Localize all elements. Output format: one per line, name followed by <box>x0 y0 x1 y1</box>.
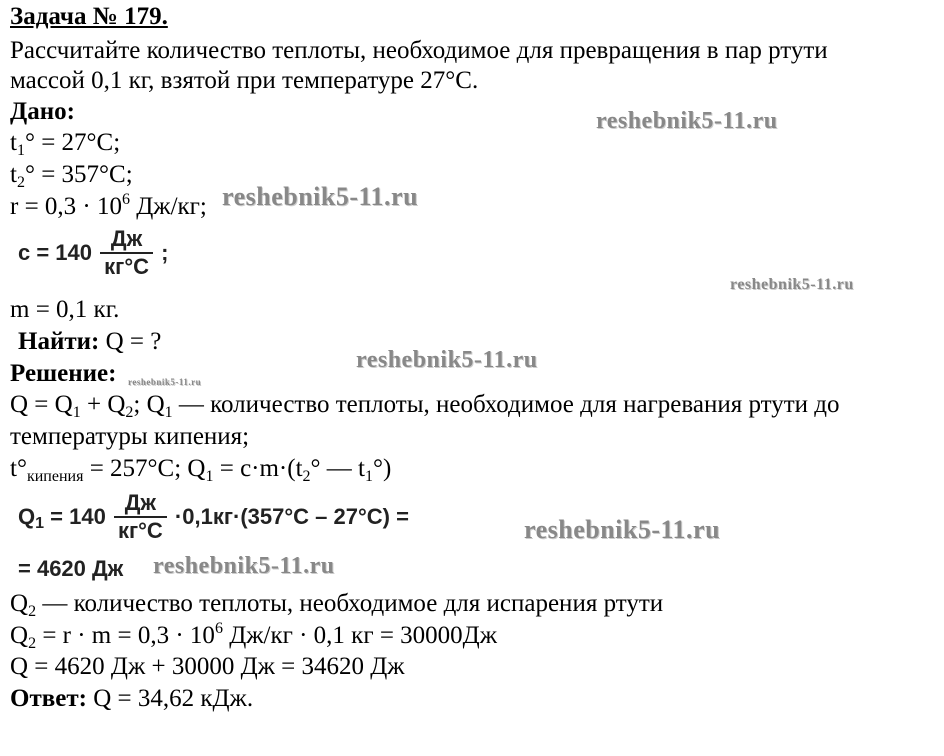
solution-line-3: $t^\circ_{кипения} = 257^\circ C$; $Q_1 = c\cdot m\cdot(t_2^\circ$ — $t_1^\circ$) <box>10 455 392 485</box>
answer-line <box>10 684 253 714</box>
watermark: reshebnik5-11.ru <box>596 108 778 134</box>
problem-text-line-1: Рассчитайте количество теплоты, необходимое для превращения в пар ртути <box>10 37 828 64</box>
given-m: m = 0,1 кг. <box>10 296 120 323</box>
solution-line-4: $Q_2$ — количество теплоты, необходимое для испарения ртути <box>10 590 664 620</box>
given-t1: $t_1^\circ = 27^\circ C$; <box>10 129 121 159</box>
find-heading: Найти: <box>18 328 100 355</box>
watermark: reshebnik5-11.ru <box>222 182 419 211</box>
q1-formula: $Q_1 = 140$ $\frac{Дж}{кг^\circ С}$ ·0,1кг·(357°С – 27°С) = <box>18 490 409 543</box>
watermark: reshebnik5-11.ru <box>356 347 538 373</box>
c-fraction: $\frac{Дж}{кг^\circ С}$ <box>100 226 153 280</box>
solution-line-6: Q = 4620 Дж + 30000 Дж = 34620 Дж <box>10 653 405 680</box>
watermark: reshebnik5-11.ru <box>730 276 854 293</box>
find-line <box>18 327 161 357</box>
watermark: reshebnik5-11.ru <box>524 515 721 544</box>
q1-result: = 4620 Дж <box>18 556 124 581</box>
problem-text-line-2: массой 0,1 кг, взятой при температуре 27°C. <box>10 67 479 94</box>
problem-title: Задача № 179. <box>10 3 168 30</box>
q1-fraction: $\frac{Дж}{кг^\circ С}$ <box>114 490 167 544</box>
given-heading: Дано: <box>10 98 75 125</box>
watermark: reshebnik5-11.ru <box>128 377 202 387</box>
given-r: $r = 0,3 \cdot 10^6$ Дж/кг; <box>10 191 207 220</box>
answer-heading: Ответ: <box>10 685 87 712</box>
watermark: reshebnik5-11.ru <box>153 553 335 579</box>
solution-line-1: $Q = Q_1 + Q_2$; $Q_1$ — количество теплоты, необходимое для нагревания ртути до <box>10 391 840 421</box>
find-text: Q = ? <box>105 328 162 355</box>
given-t2: $t_2^\circ = 357^\circ C$; <box>10 161 133 191</box>
solution-line-2: температуры кипения; <box>10 423 250 450</box>
answer-text: Q = 34,62 кДж. <box>86 685 254 712</box>
solution-line-5: $Q_2 = r \cdot m = 0,3 \cdot 10^6$ Дж/кг · 0,1 кг = 30000Дж <box>10 620 498 652</box>
given-c-formula: c = 140 $\frac{Дж}{кг^\circ С}$ ; <box>18 226 169 279</box>
solution-heading: Решение: <box>10 360 117 387</box>
